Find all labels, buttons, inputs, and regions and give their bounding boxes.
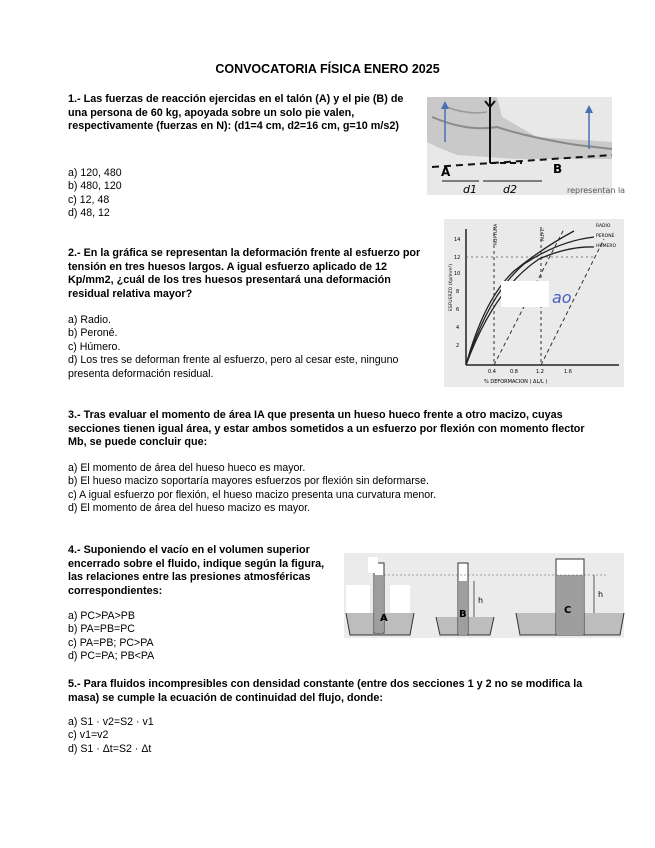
question-1-options xyxy=(68,167,122,221)
question-4-options xyxy=(68,610,154,664)
barometer-label-a: A xyxy=(380,613,388,624)
question-5-text: 5.- Para fluidos incompresibles con densidad constante (entre dos secciones 1 y 2 no se modifica la masa) se cumple la ecuación de continuidad del flujo, donde: xyxy=(68,678,583,704)
question-4-option-a: a) PC>PA>PB xyxy=(68,610,135,622)
question-5-options xyxy=(68,716,154,756)
foot-label-b: B xyxy=(553,162,563,176)
question-1-option-d: d) 48, 12 xyxy=(68,207,110,220)
question-4-barometer-figure xyxy=(344,553,624,638)
q2-x-tick: 1.6 xyxy=(564,369,572,375)
question-3-option-c: c) A igual esfuerzo por flexión, el hueso macizo presenta una curvatura menor. xyxy=(68,488,437,501)
question-3-option-b: b) El hueso macizo soportaría mayores esfuerzos por flexión sin deformarse. xyxy=(68,475,429,488)
question-2-text: 2.- En la gráfica se representan la deformación frente al esfuerzo por tensión en tres huesos largos. A igual esfuerzo aplicado de 12 Kp/mm2, ¿cuál de los tres huesos presentará una deformación residual relativa mayor? xyxy=(68,247,421,300)
question-2-options xyxy=(68,314,418,381)
question-2-option-c: c) Húmero. xyxy=(68,340,121,353)
question-1-option-b: b) 480, 120 xyxy=(68,180,122,193)
q2-curve-label-humero: HUMERO xyxy=(596,244,617,249)
q2-vertical-label-1: RUPTURA xyxy=(494,223,499,245)
question-2-option-b: b) Peroné. xyxy=(68,327,118,340)
q2-y-tick: 12 xyxy=(454,255,461,261)
question-2-option-d: d) Los tres se deforman frente al esfuerzo, pero al cesar este, ninguno presenta deformación residual. xyxy=(68,354,399,380)
question-5-option-d: d) S1 · Δt=S2 · Δt xyxy=(68,742,152,755)
q2-y-tick: 4 xyxy=(456,325,460,331)
q2-y-tick: 14 xyxy=(454,237,461,243)
q2-y-axis-label: ESFUERZO (Kp/mm²) xyxy=(449,263,454,311)
barometer-height-label-c: h xyxy=(598,590,604,599)
q2-x-tick: 0.4 xyxy=(488,369,496,375)
question-3-text: 3.- Tras evaluar el momento de área IA que presenta un hueso hueco frente a otro macizo, cuyas secciones tienen igual área, y estar ambos sometidos a un esfuerzo por flexión con momento flector Mb, se puede concluir que: xyxy=(68,409,585,449)
q2-x-tick: 1.2 xyxy=(536,369,544,375)
question-1-option-a: a) 120, 480 xyxy=(68,167,122,179)
question-3-options xyxy=(68,462,436,516)
foot-label-d1: d1 xyxy=(463,183,477,196)
q2-curve-label-radio: RADIO xyxy=(596,224,611,229)
q2-y-tick: 2 xyxy=(456,343,460,349)
page-title: CONVOCATORIA FÍSICA ENERO 2025 xyxy=(215,62,440,76)
question-1-text: 1.- Las fuerzas de reacción ejercidas en el talón (A) y el pie (B) de una persona de 60 kg, apoyada sobre un solo pie valen, respectivamente (fuerzas en N): (d1=4 cm, d2=16 cm, g=10 m/s2) xyxy=(68,93,404,133)
question-4-option-c: c) PA=PB; PC>PA xyxy=(68,636,154,649)
question-2-stress-strain-figure xyxy=(444,219,624,387)
question-2-option-a: a) Radio. xyxy=(68,314,111,326)
barometer-label-b: B xyxy=(459,609,467,620)
q2-y-tick: 6 xyxy=(456,307,460,313)
foot-label-d2: d2 xyxy=(503,183,517,196)
q2-handwritten-note: ao xyxy=(552,288,572,307)
question-4-text: 4.- Suponiendo el vacío en el volumen superior encerrado sobre el fluido, indique según la figura, las relaciones entre las presiones atmosféricas correspondientes: xyxy=(68,544,325,597)
foot-caption-fragment: representan la xyxy=(567,186,626,195)
barometer-height-label-b: h xyxy=(478,596,484,605)
q2-y-tick: 8 xyxy=(456,289,460,295)
question-3-option-d: d) El momento de área del hueso macizo es mayor. xyxy=(68,502,311,515)
question-1-option-c: c) 12, 48 xyxy=(68,193,110,206)
q2-curve-label-perone: PERONE xyxy=(596,234,615,239)
question-4-option-b: b) PA=PB=PC xyxy=(68,623,135,636)
question-1-foot-figure xyxy=(427,97,626,196)
question-5-option-a: a) S1 · v2=S2 · v1 xyxy=(68,716,154,728)
question-4-option-d: d) PC=PA; PB<PA xyxy=(68,650,155,663)
q2-x-axis-label: % DEFORMACION ( ΔL/L ) xyxy=(484,379,548,385)
barometer-label-c: C xyxy=(564,605,572,616)
q2-vertical-label-2: RUPT. xyxy=(541,228,546,241)
q2-y-tick: 10 xyxy=(454,271,461,277)
foot-label-a: A xyxy=(441,165,451,179)
question-3-option-a: a) El momento de área del hueso hueco es mayor. xyxy=(68,462,306,474)
question-5-option-c: c) v1=v2 xyxy=(68,729,109,742)
q2-x-tick: 0.8 xyxy=(510,369,518,375)
